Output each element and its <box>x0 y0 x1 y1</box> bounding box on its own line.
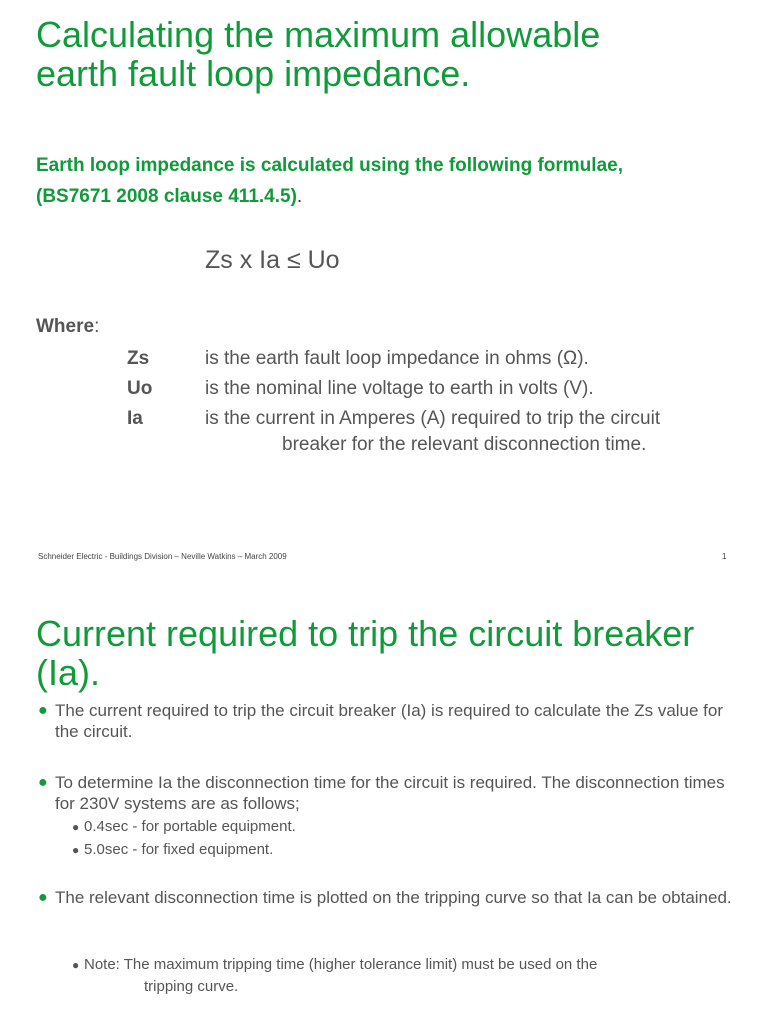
slide-1-title <box>36 15 600 93</box>
title-line-1: Calculating the maximum allowable <box>36 14 601 55</box>
bullet-text: The current required to trip the circuit breaker (Ia) is required to calculate the Zs value for the circuit. <box>55 701 724 741</box>
formula: Zs x Ia ≤ Uo <box>205 246 340 274</box>
bullet-dot-icon: ● <box>72 843 80 857</box>
sub-bullet-text: 5.0sec - for fixed equipment. <box>84 841 274 858</box>
note-text <box>72 954 732 998</box>
bullet-dot-icon: ● <box>38 889 48 906</box>
bullet-text: The relevant disconnection time is plotted on the tripping curve so that Ia can be obtained. <box>55 888 732 907</box>
formula-intro-line-2: (BS7671 2008 clause 411.4.5) <box>36 186 297 207</box>
variable-description-block <box>205 406 745 458</box>
title-line-2: earth fault loop impedance. <box>36 53 471 94</box>
bullet-item <box>38 772 738 814</box>
note-item <box>72 954 732 998</box>
variable-description-continuation: breaker for the relevant disconnection time. <box>282 434 647 455</box>
variable-description: is the nominal line voltage to earth in volts (V). <box>205 378 594 399</box>
where-colon: : <box>94 316 100 337</box>
note-line-2: tripping curve. <box>144 978 239 995</box>
variable-symbol: Uo <box>127 378 153 399</box>
bullet-item <box>38 700 738 742</box>
bullet-dot-icon: ● <box>38 774 48 791</box>
bullet-text: To determine Ia the disconnection time for the circuit is required. The disconnection times for 230V systems are as follows; <box>55 773 725 813</box>
where-heading <box>36 316 99 338</box>
bullet-dot-icon: ● <box>38 702 48 719</box>
bullet-dot-icon: ● <box>72 958 80 972</box>
sub-bullet-item <box>72 816 732 838</box>
formula-intro <box>36 150 736 212</box>
slide-2-title: Current required to trip the circuit breaker (Ia). <box>36 613 695 693</box>
variable-symbol: Ia <box>127 408 143 429</box>
sub-bullet-item <box>72 839 732 861</box>
formula-intro-dot: . <box>296 186 303 207</box>
sub-bullet-text: 0.4sec - for portable equipment. <box>84 818 296 835</box>
footer-text: Schneider Electric - Buildings Division – Neville Watkins – March 2009 <box>38 552 287 561</box>
variable-description: is the earth fault loop impedance in ohms (Ω). <box>205 348 589 369</box>
where-label: Where <box>36 316 95 337</box>
note-line-1: Note: The maximum tripping time (higher tolerance limit) must be used on the <box>84 956 598 973</box>
bullet-dot-icon: ● <box>72 820 80 834</box>
bullet-item <box>38 887 738 908</box>
formula-intro-line-1: Earth loop impedance is calculated using the following formulae, <box>36 155 623 176</box>
variable-description: is the current in Amperes (A) required to trip the circuit <box>205 408 661 429</box>
variable-symbol: Zs <box>127 348 150 369</box>
page-number: 1 <box>722 552 727 561</box>
slide-2 <box>0 580 768 1024</box>
